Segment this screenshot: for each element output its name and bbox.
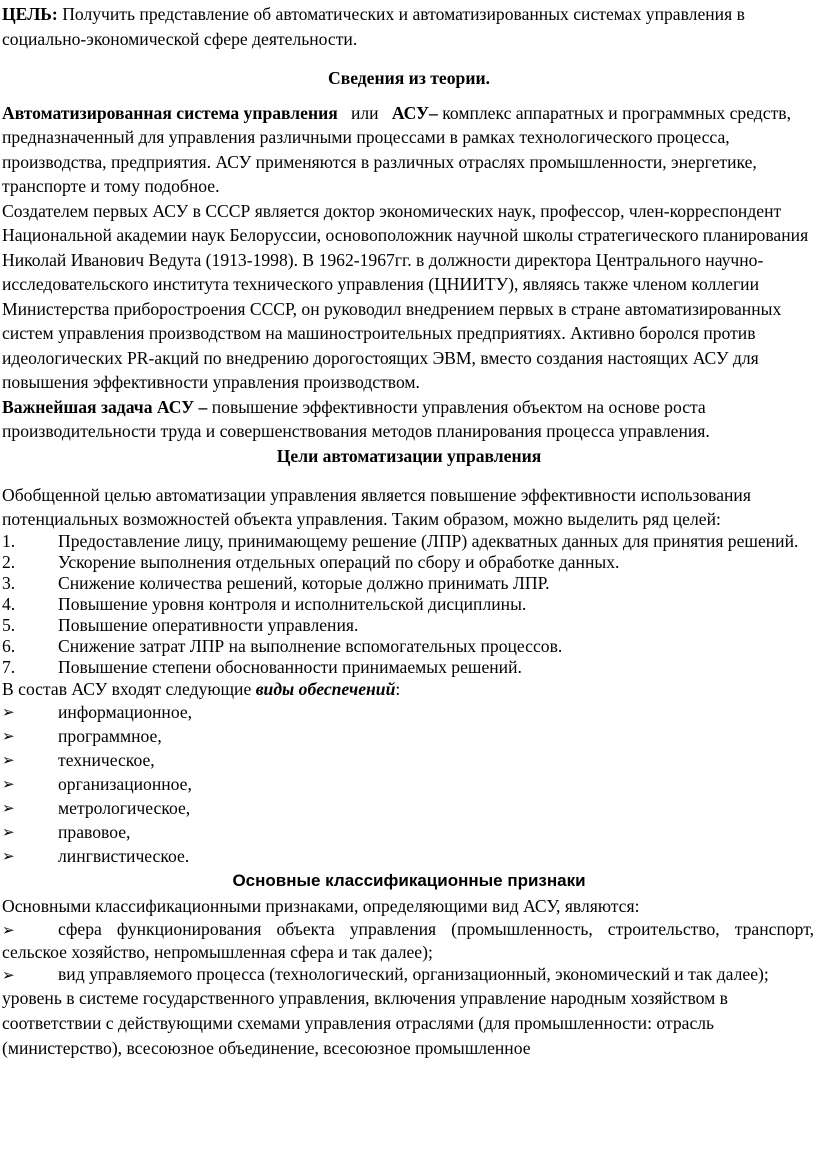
goals-intro: Обобщенной целью автоматизации управления является повышение эффективности использования потенциальных возможностей объекта управления. Таким образом, можно выделить ряд целей: — [2, 485, 751, 529]
list-item-number: 2. — [2, 552, 16, 572]
list-item — [2, 552, 816, 573]
list-item — [2, 700, 816, 724]
list-item — [2, 573, 816, 594]
list-item — [2, 748, 816, 772]
list-item — [2, 820, 816, 844]
list-item-text: вид управляемого процесса (технологический, организационный, экономический и так далее); — [58, 964, 769, 984]
arrow-bullet-icon: ➢ — [2, 775, 15, 793]
list-item — [2, 531, 816, 552]
list-item-number: 7. — [2, 657, 16, 677]
classification-list — [2, 918, 816, 986]
asu-abbr: АСУ– — [391, 102, 438, 123]
asu-term: Автоматизированная система управления — [2, 102, 338, 123]
list-item — [2, 844, 816, 868]
arrow-bullet-icon: ➢ — [2, 751, 15, 769]
list-item-text: Снижение затрат ЛПР на выполнение вспомогательных процессов. — [58, 636, 563, 656]
asu-or: или — [337, 102, 392, 123]
goals-title: Цели автоматизации управления — [276, 445, 542, 466]
list-item — [2, 772, 816, 796]
list-item-number: 4. — [2, 594, 16, 614]
arrow-bullet-icon: ➢ — [2, 847, 15, 865]
list-item-text: техническое, — [58, 750, 155, 770]
list-item-text: Снижение количества решений, которые должно принимать ЛПР. — [58, 573, 550, 593]
classification-title: Основные классификационные признаки — [232, 871, 586, 890]
arrow-bullet-icon: ➢ — [2, 703, 15, 721]
list-item-number: 3. — [2, 573, 16, 593]
asu-text: комплекс аппаратных и программных средств, предназначенный для управления различными процессами в рамках технологического процесса, производства, предприятия. АСУ применяются в различных отраслях промышленности, энергетике, транспорте и тому подобное. — [2, 102, 791, 196]
list-item — [2, 796, 816, 820]
arrow-bullet-icon: ➢ — [2, 799, 15, 817]
goal-text: Получить представление об автоматических и автоматизированных системах управления в социально-экономической сфере деятельности. — [2, 4, 745, 49]
list-item — [2, 657, 816, 678]
main-task-label: Важнейшая задача АСУ – — [2, 396, 208, 417]
list-item-number: 1. — [2, 531, 16, 551]
theory-title: Сведения из теории. — [328, 68, 490, 88]
arrow-bullet-icon: ➢ — [2, 823, 15, 841]
support-intro-text: В состав АСУ входят следующие — [2, 679, 256, 699]
goal-paragraph — [2, 2, 816, 51]
list-item — [2, 724, 816, 748]
support-intro-emph: виды обеспечений — [255, 679, 396, 699]
list-item — [2, 594, 816, 615]
support-intro — [2, 678, 816, 700]
classification-intro: Основными классификационными признаками, определяющими вид АСУ, являются: — [2, 896, 640, 916]
asu-definition — [2, 101, 816, 199]
list-item — [2, 963, 816, 986]
main-task-paragraph — [2, 395, 816, 444]
list-item-number: 6. — [2, 636, 16, 656]
support-list — [2, 700, 816, 868]
list-item-text: сфера функционирования объекта управления (промышленность, строительство, транспорт, сельское хозяйство, непромышленная сфера и так далее); — [2, 919, 814, 962]
list-item-text: лингвистическое. — [58, 846, 190, 866]
support-intro-tail: : — [395, 679, 401, 699]
list-item — [2, 636, 816, 657]
list-item-text: организационное, — [58, 774, 192, 794]
goal-label: ЦЕЛЬ: — [2, 4, 58, 24]
classification-tail: уровень в системе государственного управления, включения управление народным хозяйством в соответствии с действующими схемами управления отраслями (для промышленности: отрасль (министерство), всесоюзное объединение, всесоюзное промышленное — [2, 988, 728, 1058]
list-item-text: программное, — [58, 726, 162, 746]
creator-paragraph: Создателем первых АСУ в СССР является доктор экономических наук, профессор, член-корреспондент Национальной академии наук Белоруссии, основоположник научной школы стратегического планирования Николай Иванович Ведута (1913-1998). В 1962-1967гг. в должности директора Центрального научно-исследовательского института технического управления (ЦНИИТУ), являясь также членом коллегии Министерства приборостроения СССР, он руководил внедрением первых в стране автоматизированных систем управления производством на машиностроительных предприятиях. Активно боролся против идеологических PR-акций по внедрению дорогостоящих ЭВМ, вместо создания настоящих АСУ для повышения эффективности управления производством. — [2, 200, 809, 392]
list-item-text: Предоставление лицу, принимающему решение (ЛПР) адекватных данных для принятия решений. — [58, 531, 799, 551]
arrow-bullet-icon: ➢ — [2, 966, 15, 984]
arrow-bullet-icon: ➢ — [2, 727, 15, 745]
arrow-bullet-icon: ➢ — [2, 921, 15, 939]
goals-list — [2, 531, 816, 678]
list-item — [2, 918, 816, 963]
list-item-text: правовое, — [58, 822, 131, 842]
main-task-text: повышение эффективности управления объектом на основе роста производительности труда и совершенствования методов планирования процесса управления. — [2, 396, 710, 441]
list-item — [2, 615, 816, 636]
list-item-text: метрологическое, — [58, 798, 191, 818]
list-item-text: Повышение оперативности управления. — [58, 615, 359, 635]
list-item-text: Повышение степени обоснованности принимаемых решений. — [58, 657, 522, 677]
list-item-number: 5. — [2, 615, 16, 635]
list-item-text: Повышение уровня контроля и исполнительской дисциплины. — [58, 594, 527, 614]
list-item-text: Ускорение выполнения отдельных операций по сбору и обработке данных. — [58, 552, 620, 572]
list-item-text: информационное, — [58, 702, 193, 722]
